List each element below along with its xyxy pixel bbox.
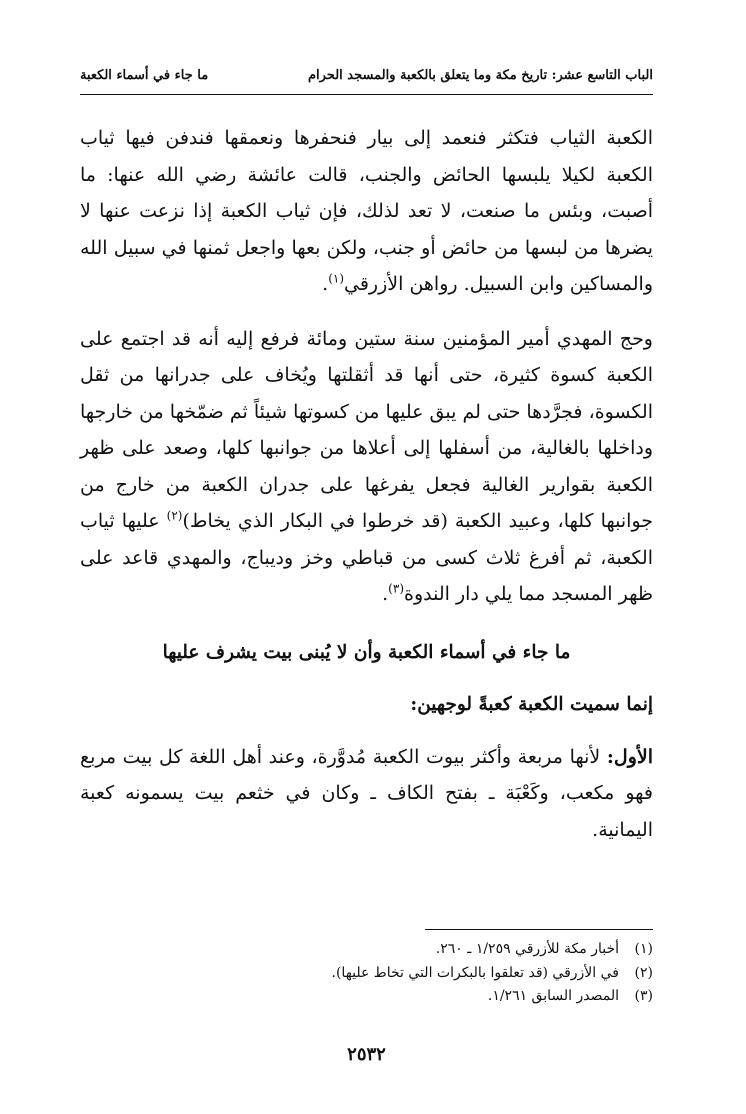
paragraph-2-text-b: عليها ثياب الكعبة، ثم أفرغ ثلاث كسى من قباطي وخز وديباج، والمهدي قاعد على ظهر المسجد مما يلي دار الندوة [80,510,653,605]
footnote-number: (١) [634,941,653,957]
sub-heading: إنما سميت الكعبة كعبةً لوجهين: [410,693,653,715]
footnote-ref-1: (١) [328,271,345,286]
section-heading: ما جاء في أسماء الكعبة وأن لا يُبنى بيت يشرف عليها [162,641,571,663]
book-page [80,50,653,1090]
footnote-text: المصدر السابق ١/٢٦١. [487,988,619,1004]
footnote-number: (٣) [634,988,653,1004]
paragraph-2-text-a: وحج المهدي أمير المؤمنين سنة ستين ومائة فرفع إليه أنه قد اجتمع على الكعبة كسوة كثيرة، حتى أنها قد أثقلتها ويُخاف على جدرانها من ثقل الكسوة، فجرَّدها حتى لم يبق عليها من كسوتها شيئاً ثم ضمّخها من خارجها وداخلها بالغالية، من أسفلها إلى أعلاها من جوانبها كلها، وصعد على ظهر الكعبة بقوارير الغالية فجعل يفرغها على جدران الكعبة من خارج من جوانبها كلها، وعبيد الكعبة (قد خرطوا في البكار الذي يخاط) [80,327,653,532]
footnote-text: أخبار مكة للأزرقي ١/٢٥٩ ـ ٢٦٠. [435,941,619,957]
body-text [80,120,653,868]
paragraph-1-text: الكعبة الثياب فتكثر فنعمد إلى بيار فنحفرها ونعمقها فندفن فيها ثياب الكعبة لكيلا يلبسها الحائض والجنب، قالت عائشة رضي الله عنها: ما أصبت، وبئس ما صنعت، لا تعد لذلك، فإن ثياب الكعبة إذا نزعت عنها لا يضرها من لبسها من حائض أو جنب، ولكن بعها واجعل ثمنها في سبيل الله والمساكين وابن السبيل. رواهن الأزرقي [80,127,653,295]
paragraph-3-text: لأنها مربعة وأكثر بيوت الكعبة مُدوَّرة، وعند أهل اللغة كل بيت مربع فهو مكعب، وكَعْبَة ـ بفتح الكاف ـ وكان في خثعم بيت يسمونه كعبة اليمانية. [80,745,653,841]
section-running-title: ما جاء في أسماء الكعبة [80,67,209,83]
paragraph-3 [80,739,653,849]
chapter-title: الباب التاسع عشر: تاريخ مكة وما يتعلق بالكعبة والمسجد الحرام [307,67,653,83]
paragraph-3-lead: الأول: [606,745,653,768]
footnote-3 [80,985,653,1009]
footnote-ref-2: (٢) [166,508,183,523]
footnote-1 [80,938,653,962]
paragraph-2 [80,321,653,613]
page-number: ٢٥٣٢ [347,1044,386,1065]
paragraph-2-end: . [382,583,389,605]
paragraph-1 [80,120,653,303]
header-divider [80,94,653,95]
footnote-divider [425,929,653,930]
paragraph-1-end: . [322,273,329,295]
footnote-ref-3: (٣) [388,581,404,596]
footnote-text: في الأزرقي (قد تعلقوا بالبكرات التي تخاط عليها). [331,964,619,981]
footnotes [80,938,653,1009]
footnote-number: (٢) [634,964,653,981]
footnote-2 [80,962,653,986]
running-header [80,62,653,88]
